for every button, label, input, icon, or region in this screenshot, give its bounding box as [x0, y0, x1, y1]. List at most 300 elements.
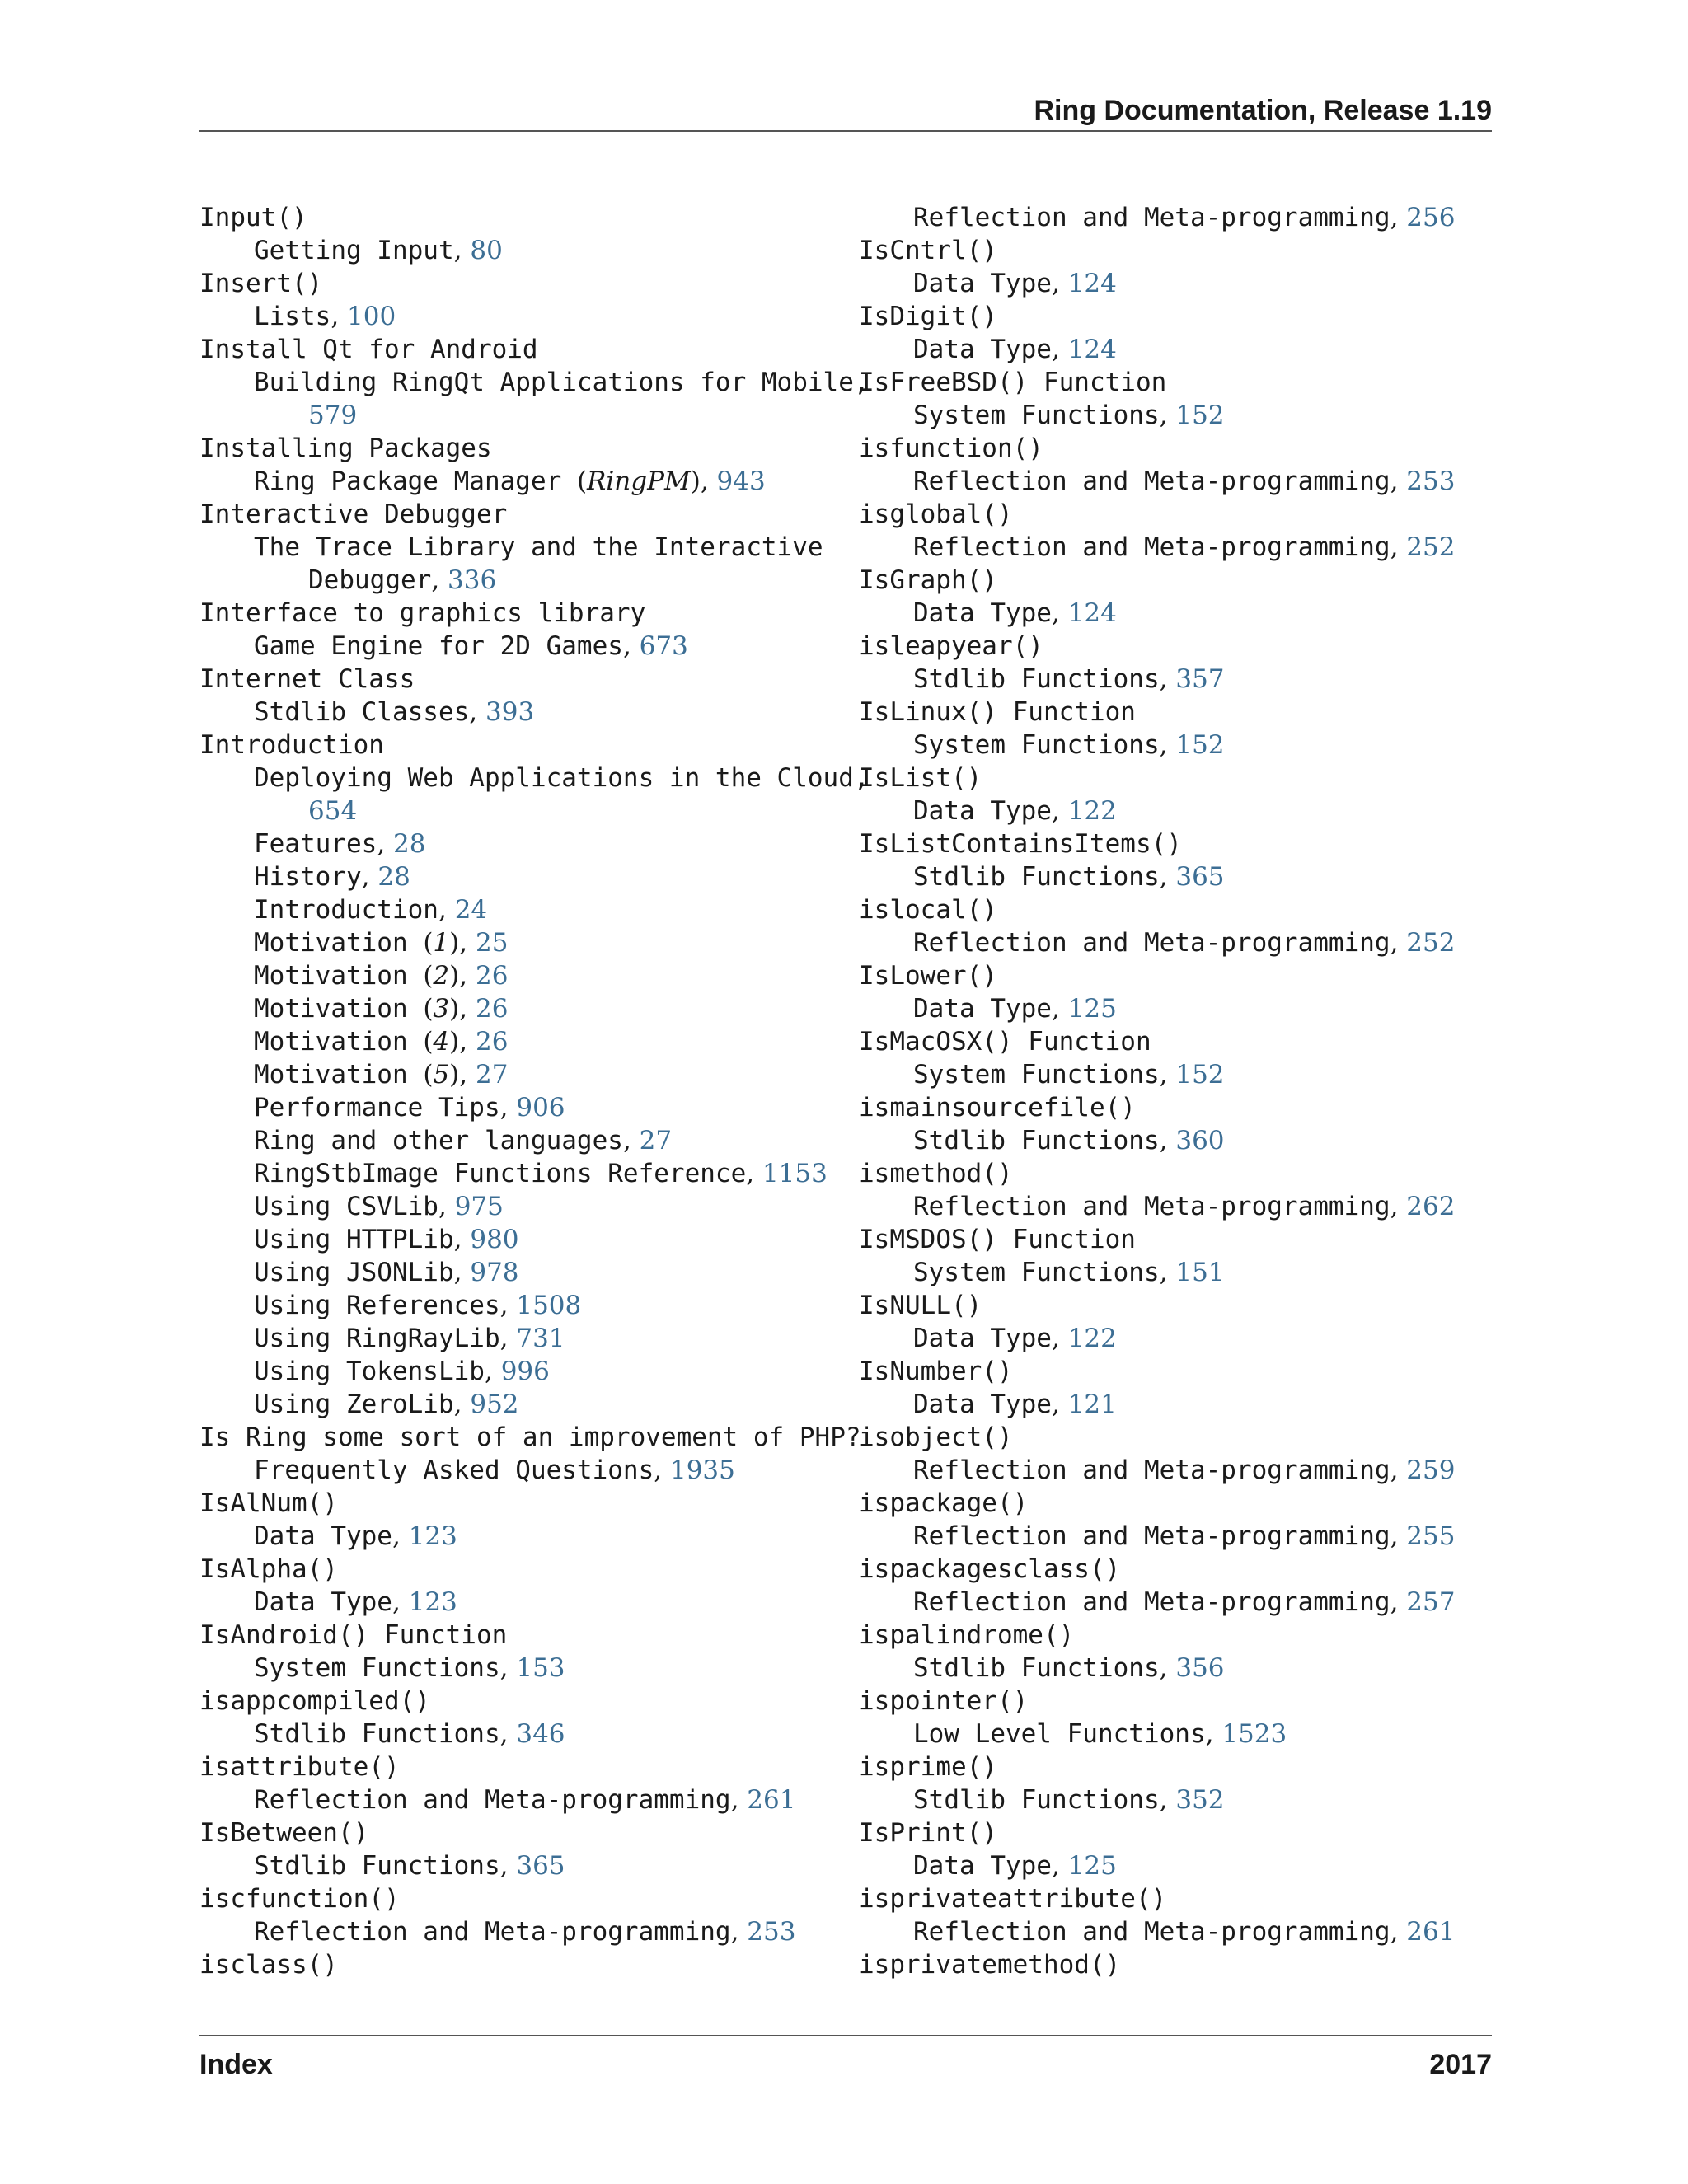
paren-open: (: [423, 1027, 434, 1057]
entry-text: Building RingQt Applications for Mobile,: [254, 368, 870, 397]
page-link[interactable]: 122: [1067, 1324, 1117, 1353]
entry-text: IsBetween(): [199, 1818, 369, 1848]
entry-text: Using CSVLib: [254, 1192, 438, 1221]
separator: ,: [746, 1159, 762, 1188]
separator: ,: [1159, 1258, 1176, 1287]
entry-text: IsNumber(): [859, 1357, 1013, 1386]
entry-text: Motivation: [254, 994, 424, 1024]
entry-text: Data Type: [913, 994, 1052, 1024]
entry-text: Stdlib Functions: [254, 1851, 500, 1881]
entry-text: Performance Tips: [254, 1093, 500, 1122]
entry-text: Using JSONLib: [254, 1258, 454, 1287]
page-link[interactable]: 125: [1067, 1851, 1117, 1881]
separator: ,: [1390, 928, 1407, 958]
index-term: [199, 1553, 842, 1586]
separator: ,: [1051, 335, 1068, 364]
page-link[interactable]: 336: [448, 565, 497, 595]
entry-text: Data Type: [913, 598, 1052, 628]
separator: ,: [1390, 1917, 1407, 1947]
index-term: [859, 1157, 1502, 1190]
entry-text: IsAlNum(): [199, 1488, 338, 1518]
paren-open: (: [423, 994, 434, 1024]
page-link[interactable]: 25: [475, 928, 509, 958]
page-link[interactable]: 80: [470, 236, 503, 265]
index-subentry: [199, 1586, 842, 1619]
page-link[interactable]: 26: [475, 994, 509, 1024]
page-link[interactable]: 996: [500, 1357, 550, 1386]
page-link[interactable]: 252: [1406, 928, 1456, 958]
page-link[interactable]: 26: [475, 961, 509, 991]
entry-text: Reflection and Meta-programming: [913, 1917, 1390, 1947]
page-link[interactable]: 943: [716, 466, 766, 496]
entry-text: ispackage(): [859, 1488, 1029, 1518]
page-link[interactable]: 654: [308, 796, 358, 826]
page-link[interactable]: 124: [1067, 335, 1117, 364]
separator: ,: [453, 1225, 471, 1254]
separator: ,: [459, 928, 476, 958]
page-link[interactable]: 673: [639, 631, 688, 661]
index-subentry: [859, 1849, 1502, 1882]
entry-text: Reflection and Meta-programming: [913, 928, 1390, 958]
index-subentry: [859, 1783, 1502, 1816]
index-term: [859, 762, 1502, 794]
page-link[interactable]: 28: [377, 862, 410, 892]
index-term: [859, 1487, 1502, 1520]
page-link[interactable]: 100: [347, 302, 396, 331]
entry-text: Stdlib Classes: [254, 697, 470, 727]
page-link[interactable]: 124: [1067, 269, 1117, 298]
index-term: [859, 1619, 1502, 1652]
index-subentry: [199, 1388, 842, 1421]
entry-text: Reflection and Meta-programming: [913, 1455, 1390, 1485]
entry-text: System Functions: [254, 1653, 500, 1683]
entry-text: Internet Class: [199, 664, 415, 694]
page-link[interactable]: 261: [747, 1785, 796, 1815]
index-subentry: [199, 1256, 842, 1289]
index-subentry: [199, 696, 842, 729]
index-subentry: [859, 465, 1502, 498]
separator: ,: [1390, 466, 1407, 496]
index-subentry: [859, 267, 1502, 300]
paren-close: ): [449, 928, 460, 958]
entry-text: isobject(): [859, 1422, 1013, 1452]
index-subentry: [199, 234, 842, 267]
entry-text: IsAlpha(): [199, 1554, 338, 1584]
page-link[interactable]: 952: [470, 1390, 519, 1419]
paren-close: ): [690, 466, 701, 496]
page-link[interactable]: 27: [475, 1060, 509, 1090]
index-subentry: [859, 1322, 1502, 1355]
entry-text: Stdlib Functions: [254, 1719, 500, 1749]
paren-close: ): [449, 1027, 460, 1057]
page-link[interactable]: 24: [454, 895, 488, 925]
index-subentry: [199, 1915, 842, 1948]
index-subentry: [859, 1520, 1502, 1553]
index-subentry: [859, 926, 1502, 959]
page-link[interactable]: 152: [1175, 730, 1225, 760]
page-link[interactable]: 122: [1067, 796, 1117, 826]
index-subentry: [859, 1256, 1502, 1289]
index-term: [199, 1948, 842, 1981]
page-header: [199, 92, 1492, 132]
entry-text: isprime(): [859, 1752, 997, 1782]
entry-text: Stdlib Functions: [913, 862, 1160, 892]
separator: ,: [392, 1521, 409, 1551]
separator: ,: [499, 1719, 517, 1749]
entry-text: Low Level Functions: [913, 1719, 1206, 1749]
entry-text: islocal(): [859, 895, 997, 925]
entry-text: Stdlib Functions: [913, 664, 1160, 694]
index-column-right: [859, 201, 1502, 1981]
index-subentry: [199, 1652, 842, 1685]
entry-text: Interface to graphics library: [199, 598, 646, 628]
index-term: [859, 1553, 1502, 1586]
entry-text: Introduction: [254, 895, 438, 925]
page-link[interactable]: 1935: [669, 1455, 735, 1485]
index-term: [859, 1091, 1502, 1124]
page-link[interactable]: 28: [393, 829, 426, 859]
entry-text: IsPrint(): [859, 1818, 997, 1848]
page-link[interactable]: 262: [1406, 1192, 1456, 1221]
entry-text: Reflection and Meta-programming: [913, 1192, 1390, 1221]
entry-text: History: [254, 862, 362, 892]
entry-text: isfunction(): [859, 434, 1043, 463]
entry-text: IsNULL(): [859, 1291, 982, 1320]
separator: ,: [459, 1027, 476, 1057]
entry-qualifier: RingPM: [587, 466, 691, 496]
index-term: [859, 564, 1502, 597]
page-link[interactable]: 257: [1406, 1587, 1456, 1617]
index-term: [199, 267, 842, 300]
entry-text: IsGraph(): [859, 565, 997, 595]
separator: ,: [1051, 598, 1068, 628]
separator: ,: [1051, 1851, 1068, 1881]
index-subentry: [199, 959, 842, 992]
entry-text: Features: [254, 829, 377, 859]
separator: ,: [331, 302, 348, 331]
entry-text: System Functions: [913, 1258, 1160, 1287]
separator: ,: [469, 697, 486, 727]
index-term: [199, 1882, 842, 1915]
separator: ,: [1051, 796, 1068, 826]
index-subentry: [199, 860, 842, 893]
entry-text: Using References: [254, 1291, 500, 1320]
page-link[interactable]: 152: [1175, 1060, 1225, 1090]
separator: ,: [1159, 1060, 1176, 1090]
separator: ,: [499, 1653, 517, 1683]
index-subentry: [199, 1157, 842, 1190]
entry-text: Using ZeroLib: [254, 1390, 454, 1419]
separator: ,: [459, 1060, 476, 1090]
page-link[interactable]: 123: [408, 1521, 457, 1551]
index-subentry: [199, 1718, 842, 1750]
index-term: [859, 1355, 1502, 1388]
page-link[interactable]: 121: [1067, 1390, 1117, 1419]
page-link[interactable]: 978: [470, 1258, 519, 1287]
page-link[interactable]: 1523: [1221, 1719, 1287, 1749]
entry-text: Debugger: [308, 565, 432, 595]
page-number: 2017: [1429, 2049, 1492, 2080]
page-link[interactable]: 253: [747, 1917, 796, 1947]
index-subentry: [199, 1355, 842, 1388]
page-link[interactable]: 255: [1406, 1521, 1456, 1551]
entry-text: RingStbImage Functions Reference: [254, 1159, 747, 1188]
index-term: [859, 1948, 1502, 1981]
index-term: [859, 1223, 1502, 1256]
index-term: [859, 1685, 1502, 1718]
page-link[interactable]: 256: [1406, 203, 1456, 232]
index-subentry: [199, 366, 870, 399]
page-link[interactable]: 124: [1067, 598, 1117, 628]
separator: ,: [438, 895, 455, 925]
entry-text: The Trace Library and the Interactive: [254, 532, 823, 562]
separator: ,: [730, 1785, 748, 1815]
entry-text: IsDigit(): [859, 302, 997, 331]
index-term: [199, 1750, 842, 1783]
index-subentry: [199, 1783, 842, 1816]
index-subentry: [859, 597, 1502, 630]
index-term: [199, 597, 842, 630]
index-term: [859, 1750, 1502, 1783]
entry-text: IsMSDOS() Function: [859, 1225, 1136, 1254]
entry-text: isleapyear(): [859, 631, 1043, 661]
separator: ,: [1159, 862, 1176, 892]
entry-text: Lists: [254, 302, 331, 331]
entry-text: Data Type: [913, 1324, 1052, 1353]
entry-text: Reflection and Meta-programming: [254, 1785, 731, 1815]
entry-text: ismethod(): [859, 1159, 1013, 1188]
separator: ,: [438, 1192, 455, 1221]
index-subentry: [199, 1025, 842, 1058]
page-link[interactable]: 151: [1175, 1258, 1225, 1287]
entry-text: Ring Package Manager: [254, 466, 577, 496]
index-term: [859, 893, 1502, 926]
entry-text: Data Type: [913, 335, 1052, 364]
separator: ,: [1051, 994, 1068, 1024]
separator: ,: [1159, 1785, 1176, 1815]
page-link[interactable]: 731: [516, 1324, 565, 1353]
index-term: [859, 234, 1502, 267]
separator: ,: [453, 1258, 471, 1287]
page-link[interactable]: 252: [1406, 532, 1456, 562]
page-link[interactable]: 980: [470, 1225, 519, 1254]
entry-text: System Functions: [913, 730, 1160, 760]
entry-text: IsListContainsItems(): [859, 829, 1182, 859]
index-subentry: [199, 1223, 842, 1256]
entry-text: Input(): [199, 203, 307, 232]
index-subentry: [199, 300, 842, 333]
index-subentry-continuation: [199, 399, 842, 432]
entry-text: Motivation: [254, 928, 424, 958]
entry-text: isattribute(): [199, 1752, 400, 1782]
index-term: [859, 300, 1502, 333]
separator: ,: [459, 994, 476, 1024]
entry-text: IsAndroid() Function: [199, 1620, 508, 1650]
index-subentry: [859, 531, 1502, 564]
entry-text: Deploying Web Applications in the Cloud,: [254, 763, 870, 793]
index-subentry: [859, 1058, 1502, 1091]
separator: ,: [459, 961, 476, 991]
separator: ,: [499, 1324, 517, 1353]
paren-close: ): [449, 994, 460, 1024]
index-subentry: [199, 1849, 842, 1882]
entry-text: Data Type: [913, 796, 1052, 826]
index-subentry: [859, 1388, 1502, 1421]
separator: ,: [1159, 730, 1176, 760]
entry-text: Introduction: [199, 730, 384, 760]
page-link[interactable]: 975: [454, 1192, 504, 1221]
entry-text: isprivatemethod(): [859, 1950, 1121, 1980]
index-term: [199, 729, 842, 762]
entry-text: IsFreeBSD() Function: [859, 368, 1167, 397]
entry-text: Data Type: [254, 1587, 392, 1617]
page-link[interactable]: 360: [1175, 1126, 1225, 1155]
page-link[interactable]: 27: [639, 1126, 673, 1155]
page-link[interactable]: 26: [475, 1027, 509, 1057]
entry-text: Stdlib Functions: [913, 1126, 1160, 1155]
index-subentry: [199, 1322, 842, 1355]
document-title: Ring Documentation, Release 1.19: [1034, 95, 1492, 126]
entry-text: Using TokensLib: [254, 1357, 485, 1386]
entry-text: Data Type: [913, 1390, 1052, 1419]
page-link[interactable]: 906: [516, 1093, 565, 1122]
entry-text: Install Qt for Android: [199, 335, 538, 364]
entry-text: isappcompiled(): [199, 1686, 430, 1716]
entry-text: System Functions: [913, 1060, 1160, 1090]
separator: ,: [392, 1587, 409, 1617]
entry-text: Stdlib Functions: [913, 1785, 1160, 1815]
entry-text: Is Ring some sort of an improvement of PHP?: [199, 1422, 861, 1452]
entry-text: Game Engine for 2D Games: [254, 631, 623, 661]
entry-text: Ring and other languages: [254, 1126, 623, 1155]
page-link[interactable]: 579: [308, 401, 358, 430]
separator: ,: [361, 862, 378, 892]
page-link[interactable]: 393: [485, 697, 535, 727]
index-subentry: [859, 399, 1502, 432]
separator: ,: [499, 1093, 517, 1122]
index-subentry: [199, 762, 870, 794]
entry-text: Data Type: [254, 1521, 392, 1551]
separator: ,: [1051, 269, 1068, 298]
index-term: [199, 201, 842, 234]
page-link[interactable]: 1153: [762, 1159, 828, 1188]
index-subentry: [859, 1190, 1502, 1223]
page-link[interactable]: 1508: [516, 1291, 582, 1320]
separator: ,: [1390, 1455, 1407, 1485]
page-link[interactable]: 352: [1175, 1785, 1225, 1815]
index-term: [859, 498, 1502, 531]
entry-qualifier: 4: [433, 1027, 450, 1057]
index-subentry: [199, 465, 842, 498]
page-link[interactable]: 123: [408, 1587, 457, 1617]
page-link[interactable]: 365: [1175, 862, 1225, 892]
separator: ,: [499, 1851, 517, 1881]
index-term: [199, 1421, 861, 1454]
page-link[interactable]: 356: [1175, 1653, 1225, 1683]
entry-text: Reflection and Meta-programming: [913, 1587, 1390, 1617]
index-term: [859, 1816, 1502, 1849]
separator: ,: [1390, 1192, 1407, 1221]
entry-qualifier: 5: [433, 1060, 450, 1090]
entry-qualifier: 1: [433, 928, 450, 958]
entry-text: ispalindrome(): [859, 1620, 1075, 1650]
index-term: [859, 1025, 1502, 1058]
separator: ,: [730, 1917, 748, 1947]
index-column-left: [199, 201, 870, 1981]
page-link[interactable]: 152: [1175, 401, 1225, 430]
paren-close: ): [449, 961, 460, 991]
page-link[interactable]: 357: [1175, 664, 1225, 694]
separator: ,: [622, 631, 640, 661]
page-link[interactable]: 125: [1067, 994, 1117, 1024]
index-subentry: [199, 1520, 842, 1553]
index-subentry: [859, 1718, 1502, 1750]
page-link[interactable]: 346: [516, 1719, 565, 1749]
index-subentry: [199, 1454, 842, 1487]
page-link[interactable]: 365: [516, 1851, 565, 1881]
entry-text: Interactive Debugger: [199, 499, 508, 529]
entry-text: Frequently Asked Questions: [254, 1455, 654, 1485]
index-subentry: [199, 531, 842, 564]
index-subentry: [199, 827, 842, 860]
index-subentry: [859, 663, 1502, 696]
index-subentry: [859, 201, 1502, 234]
index-subentry: [199, 992, 842, 1025]
entry-text: ispackagesclass(): [859, 1554, 1121, 1584]
entry-text: Reflection and Meta-programming: [254, 1917, 731, 1947]
page-link[interactable]: 259: [1406, 1455, 1456, 1485]
separator: ,: [377, 829, 394, 859]
index-term: [859, 1882, 1502, 1915]
entry-text: Reflection and Meta-programming: [913, 532, 1390, 562]
entry-qualifier: 3: [433, 994, 450, 1024]
index-subentry: [199, 630, 842, 663]
index-term: [199, 1816, 842, 1849]
index-term: [199, 333, 842, 366]
index-subentry: [859, 333, 1502, 366]
entry-text: iscfunction(): [199, 1884, 400, 1914]
separator: ,: [431, 565, 448, 595]
page-link[interactable]: 253: [1406, 466, 1456, 496]
entry-text: ismainsourcefile(): [859, 1093, 1136, 1122]
index-subentry: [859, 860, 1502, 893]
index-subentry: [859, 1915, 1502, 1948]
index-subentry: [859, 1454, 1502, 1487]
separator: ,: [1159, 1653, 1176, 1683]
entry-text: IsMacOSX() Function: [859, 1027, 1151, 1057]
entry-text: Using HTTPLib: [254, 1225, 454, 1254]
paren-open: (: [576, 466, 588, 496]
index-term: [859, 1421, 1502, 1454]
separator: ,: [1390, 1587, 1407, 1617]
separator: ,: [700, 466, 717, 496]
index-term: [859, 827, 1502, 860]
index-subentry: [199, 1190, 842, 1223]
index-term: [859, 696, 1502, 729]
index-term: [199, 1619, 842, 1652]
separator: ,: [1051, 1390, 1068, 1419]
separator: ,: [453, 236, 471, 265]
index-term: [859, 1289, 1502, 1322]
entry-text: Insert(): [199, 269, 323, 298]
entry-qualifier: 2: [433, 961, 450, 991]
entry-text: Using RingRayLib: [254, 1324, 500, 1353]
page-link[interactable]: 261: [1406, 1917, 1456, 1947]
separator: ,: [1390, 532, 1407, 562]
page-link[interactable]: 153: [516, 1653, 565, 1683]
separator: ,: [1051, 1324, 1068, 1353]
entry-text: Data Type: [913, 269, 1052, 298]
